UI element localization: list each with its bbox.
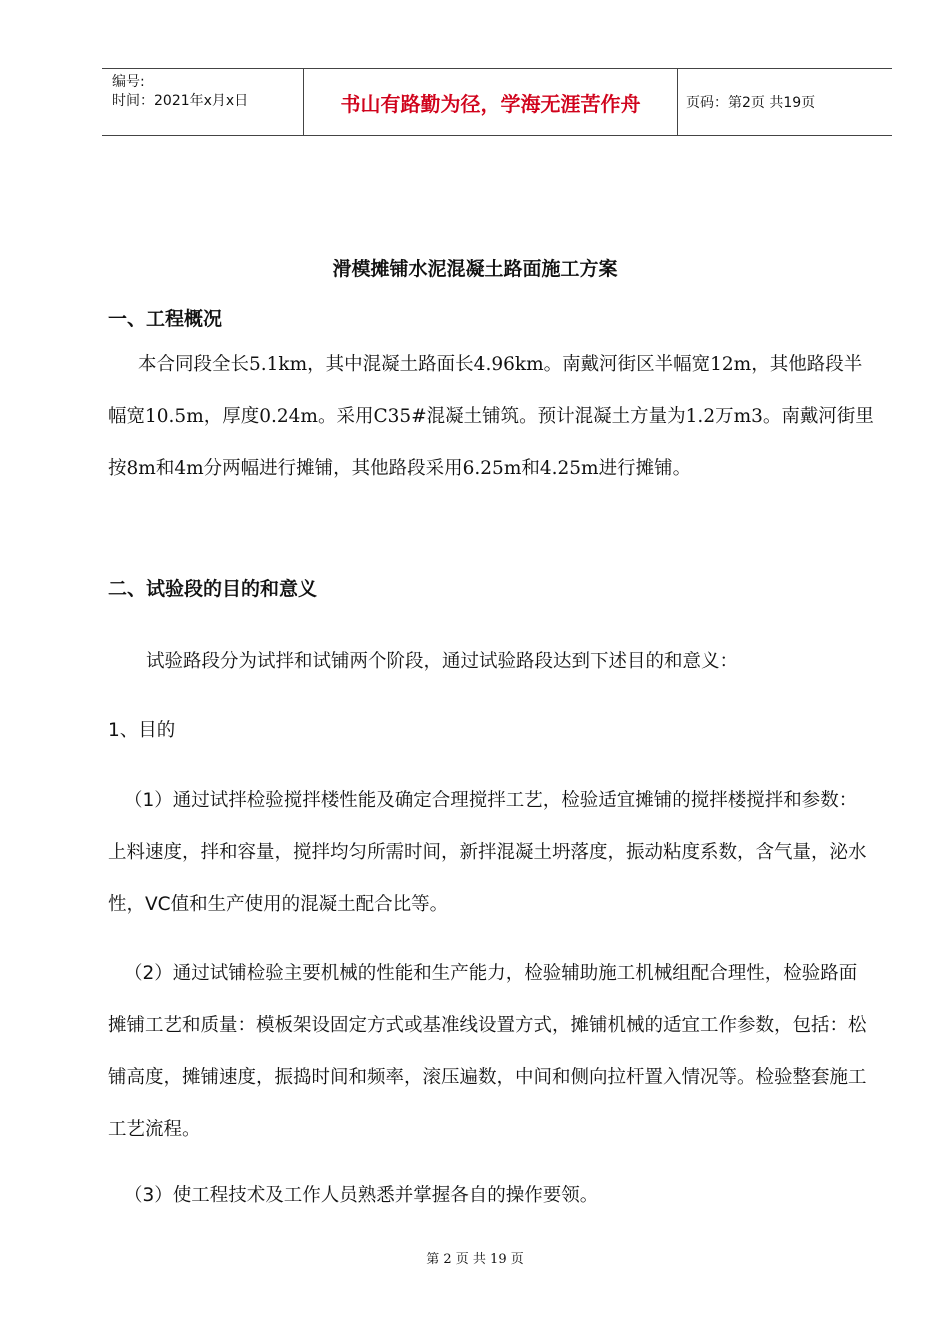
list-item-1: （1）通过试拌检验搅拌楼性能及确定合理搅拌工艺，检验适宜摊铺的搅拌楼搅拌和参数：上料速度，拌和容量，搅拌均匀所需时间，新拌混凝土坍落度，振动粘度系数，含气量，泌水性，VC值和生产使用的混凝土配合比等。: [108, 790, 867, 915]
document-title: 滑模摊铺水泥混凝土路面施工方案: [332, 258, 618, 280]
header-number-label: 编号:: [112, 74, 145, 90]
page-header: [102, 68, 892, 136]
section2-heading: 二、试验段的目的和意义: [108, 578, 318, 600]
header-date: 时间：2021年x月x日: [112, 93, 249, 109]
section1-heading: 一、工程概况: [108, 308, 223, 330]
list-item-3: （3）使工程技术及工作人员熟悉并掌握各自的操作要领。: [124, 1185, 599, 1206]
header-meta: [102, 69, 304, 135]
page-footer: 第 2 页 共 19 页: [426, 1252, 524, 1267]
subsection1-heading: 1、目的: [108, 720, 176, 741]
header-page-info: 页码：第2页 共19页: [686, 95, 816, 111]
list-item-2: （2）通过试铺检验主要机械的性能和生产能力，检验辅助施工机械组配合理性，检验路面摊铺工艺和质量：模板架设固定方式或基准线设置方式，摊铺机械的适宜工作参数，包括：松铺高度，摊铺速度，振捣时间和频率，滚压遍数，中间和侧向拉杆置入情况等。检验整套施工工艺流程。: [108, 963, 867, 1140]
header-motto: 书山有路勤为径，学海无涯苦作舟: [304, 69, 678, 135]
section2-intro: 试验路段分为试拌和试铺两个阶段，通过试验路段达到下述目的和意义：: [146, 651, 739, 672]
section1-paragraph: 本合同段全长5.1km，其中混凝土路面长4.96km。南戴河街区半幅宽12m，其他路段半幅宽10.5m，厚度0.24m。采用C35#混凝土铺筑。预计混凝土方量为1.2万m3。南戴河街里按8m和4m分两幅进行摊铺，其他路段采用6.25m和4.25m进行摊铺。: [108, 354, 874, 479]
